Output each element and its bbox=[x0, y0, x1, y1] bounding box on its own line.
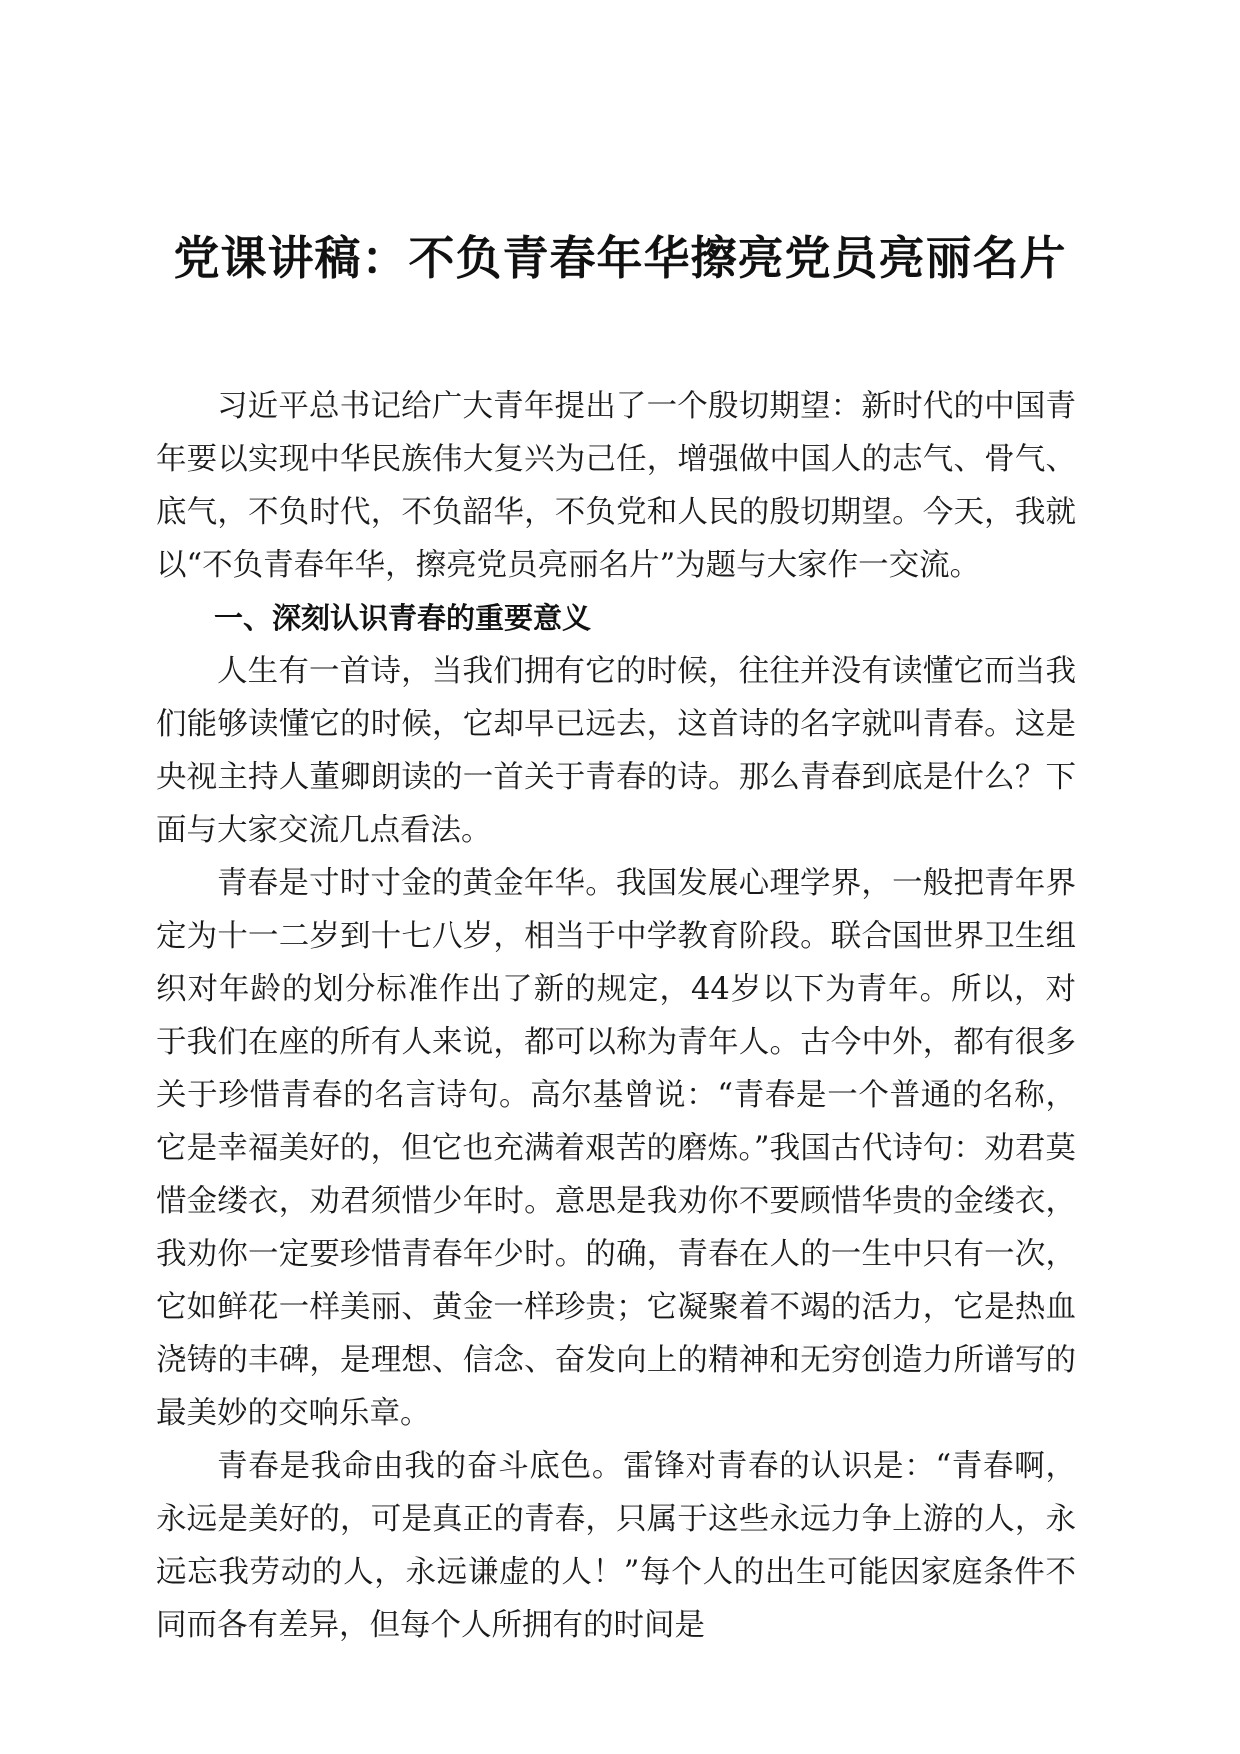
document-title: 党课讲稿：不负青春年华擦亮党员亮丽名片 bbox=[173, 231, 1067, 285]
document-body bbox=[156, 380, 1076, 1652]
section-heading-1: 一、深刻认识青春的重要意义 bbox=[214, 601, 592, 635]
paragraph-3: 青春是我命由我的奋斗底色。雷锋对青春的认识是：“青春啊，永远是美好的，可是真正的青春，只属于这些永远力争上游的人，永远忘我劳动的人，永远谦虚的人！”每个人的出生可能因家庭条件不同而各有差异，但每个人所拥有的时间是 bbox=[156, 1449, 1076, 1643]
paragraph-1: 人生有一首诗，当我们拥有它的时候，往往并没有读懂它而当我们能够读懂它的时候，它却早已远去，这首诗的名字就叫青春。这是央视主持人董卿朗读的一首关于青春的诗。那么青春到底是什么？下面与大家交流几点看法。 bbox=[156, 654, 1076, 848]
paragraph-2: 青春是寸时寸金的黄金年华。我国发展心理学界，一般把青年界定为十一二岁到十七八岁，相当于中学教育阶段。联合国世界卫生组织对年龄的划分标准作出了新的规定，44岁以下为青年。所以，对于我们在座的所有人来说，都可以称为青年人。古今中外，都有很多关于珍惜青春的名言诗句。高尔基曾说：“青春是一个普通的名称，它是幸福美好的，但它也充满着艰苦的磨炼。”我国古代诗句：劝君莫惜金缕衣，劝君须惜少年时。意思是我劝你不要顾惜华贵的金缕衣，我劝你一定要珍惜青春年少时。的确，青春在人的一生中只有一次，它如鲜花一样美丽、黄金一样珍贵；它凝聚着不竭的活力，它是热血浇铸的丰碑，是理想、信念、奋发向上的精神和无穷创造力所谱写的最美妙的交响乐章。 bbox=[156, 866, 1076, 1431]
paragraph-intro: 习近平总书记给广大青年提出了一个殷切期望：新时代的中国青年要以实现中华民族伟大复兴为己任，增强做中国人的志气、骨气、底气，不负时代，不负韶华，不负党和人民的殷切期望。今天，我就以“不负青春年华，擦亮党员亮丽名片”为题与大家作一交流。 bbox=[156, 389, 1076, 583]
